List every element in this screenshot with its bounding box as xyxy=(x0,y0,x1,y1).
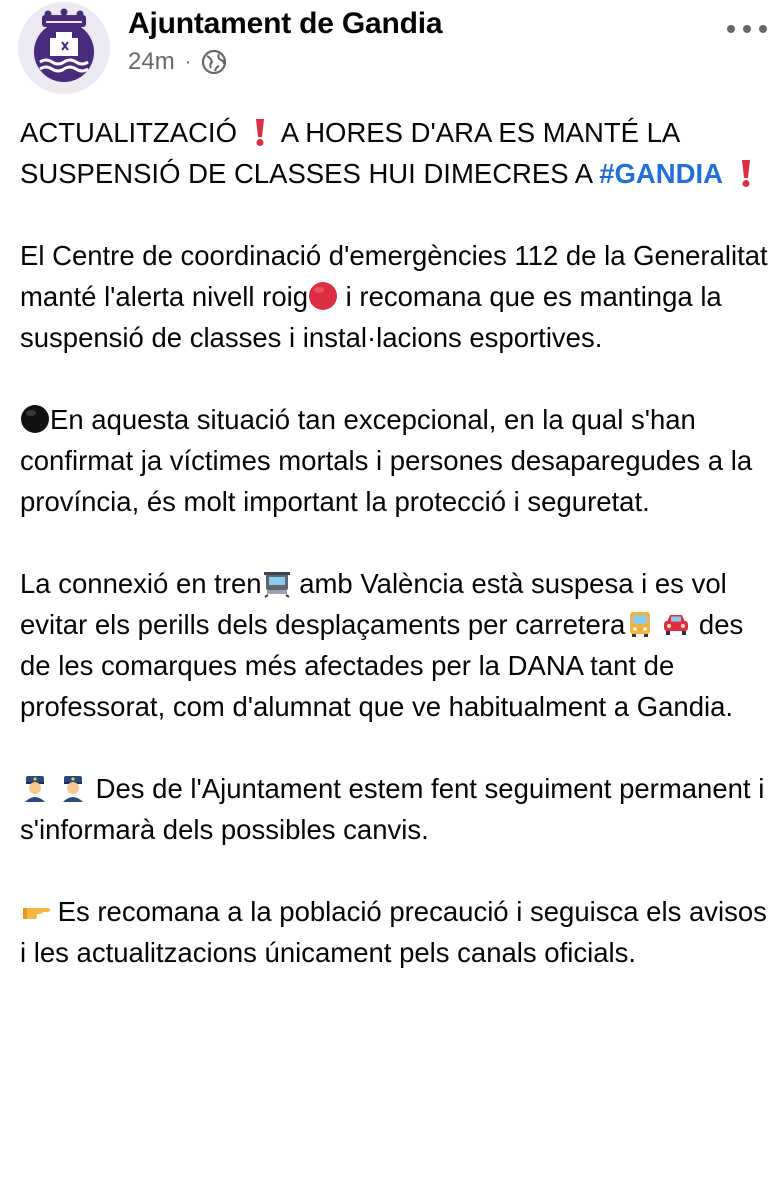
red-circle-icon xyxy=(308,281,338,311)
post-paragraph-5 xyxy=(20,768,770,850)
pointing-hand-icon xyxy=(20,896,50,926)
gandia-logo-icon xyxy=(18,2,110,94)
post-paragraph-3 xyxy=(20,399,770,522)
globe-icon[interactable] xyxy=(201,49,227,75)
car-icon xyxy=(661,609,691,639)
meta-separator: · xyxy=(184,50,192,73)
page-name[interactable]: Ajuntament de Gandia xyxy=(128,7,443,40)
post-text xyxy=(723,158,731,189)
post-text: ACTUALITZACIÓ xyxy=(20,117,245,148)
post-meta xyxy=(128,44,227,80)
post-text: i recomana que es mantinga la suspensió de classes i instal·lacions esportives. xyxy=(20,281,722,353)
red-exclamation-icon xyxy=(245,117,275,147)
post-text: Des de l'Ajuntament estem fent seguiment permanent i s'informarà dels possibles canvis. xyxy=(20,773,765,845)
post-text: des de les comarques més afectades per la DANA tant de professorat, com d'alumnat que ve habitualment a Gandia. xyxy=(20,609,744,722)
red-exclamation-icon xyxy=(731,158,761,188)
more-dot xyxy=(727,25,735,33)
post-text: A HORES D'ARA ES MANTÉ LA SUSPENSIÓ DE CLASSES HUI DIMECRES A xyxy=(20,117,679,189)
post-text: La connexió en tren xyxy=(20,568,262,599)
post-time[interactable]: 24m xyxy=(128,48,175,75)
hashtag-link[interactable]: #GANDIA xyxy=(599,158,723,189)
post-text: El Centre de coordinació d'emergències 112 de la Generalitat manté l'alerta nivell roig xyxy=(20,240,768,312)
post-header xyxy=(0,0,773,100)
post-text: amb València està suspesa i es vol evitar els perills dels desplaçaments per carretera xyxy=(20,568,727,640)
bus-icon xyxy=(625,609,655,639)
police-officer-icon xyxy=(20,773,50,803)
post-text: En aquesta situació tan excepcional, en la qual s'han confirmat ja víctimes mortals i persones desaparegudes a la província, és molt important la protecció i seguretat. xyxy=(20,404,753,517)
more-dot xyxy=(759,25,767,33)
police-officer-icon xyxy=(58,773,88,803)
post-paragraph-2 xyxy=(20,235,770,358)
post-paragraph-4 xyxy=(20,563,770,727)
post-paragraph-1 xyxy=(20,112,770,194)
more-options-button[interactable] xyxy=(727,14,767,44)
more-dot xyxy=(743,25,751,33)
train-icon xyxy=(262,568,292,598)
black-circle-icon xyxy=(20,404,50,434)
page-avatar[interactable] xyxy=(18,2,110,94)
post-text: Es recomana a la població precaució i seguisca els avisos i les actualitzacions únicament pels canals oficials. xyxy=(20,896,767,968)
post-body xyxy=(20,112,770,1014)
post-paragraph-6 xyxy=(20,891,770,973)
